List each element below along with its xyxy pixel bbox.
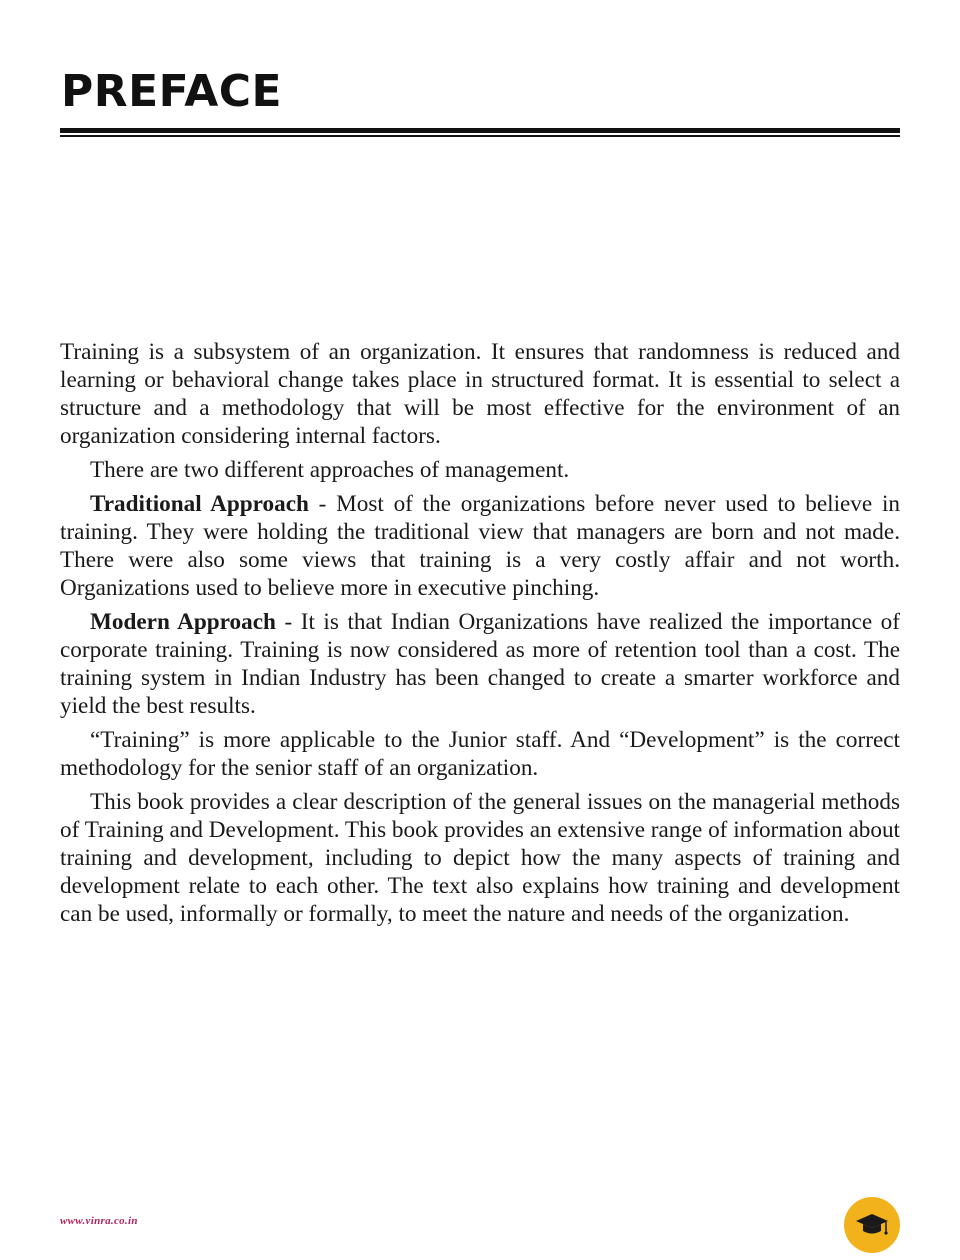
heading-rule-thin xyxy=(60,135,900,137)
footer-url[interactable]: www.vinra.co.in xyxy=(60,1215,138,1227)
traditional-approach-label: Traditional Approach xyxy=(90,491,309,517)
paragraph-traditional xyxy=(60,490,900,602)
publisher-logo xyxy=(844,1197,900,1253)
modern-approach-label: Modern Approach xyxy=(90,609,276,635)
paragraph-modern xyxy=(60,608,900,720)
graduation-cap-icon xyxy=(855,1212,889,1238)
page-title: PREFACE xyxy=(61,66,283,117)
preface-body xyxy=(60,338,900,934)
traditional-approach-text: - Most of the organizations before never used to believe in training. They were holding the traditional view that managers are born and not made. There were also some views that training is a very costly affair and not worth. Organizations used to believe more in executive pinching. xyxy=(60,491,900,601)
paragraph-approaches: There are two different approaches of management. xyxy=(90,457,570,483)
paragraph-intro: Training is a subsystem of an organization. It ensures that randomness is reduced and learning or behavioral change takes place in structured format. It is essential to select a structure and a methodology that will be most effective for the environment of an organization considering internal factors. xyxy=(60,339,900,449)
heading-rule-thick xyxy=(60,128,900,133)
paragraph-training-development: “Training” is more applicable to the Junior staff. And “Development” is the correct methodology for the senior staff of an organization. xyxy=(60,727,900,781)
paragraph-book-description: This book provides a clear description of the general issues on the managerial methods of Training and Development. This book provides an extensive range of information about training and development, including to depict how the many aspects of training and development relate to each other. The text also explains how training and development can be used, informally or formally, to meet the nature and needs of the organization. xyxy=(60,789,900,927)
modern-approach-text: - It is that Indian Organizations have realized the importance of corporate training. Training is now considered as more of retention tool than a cost. The training system in Indian Industry has been changed to create a smarter workforce and yield the best results. xyxy=(60,609,900,719)
